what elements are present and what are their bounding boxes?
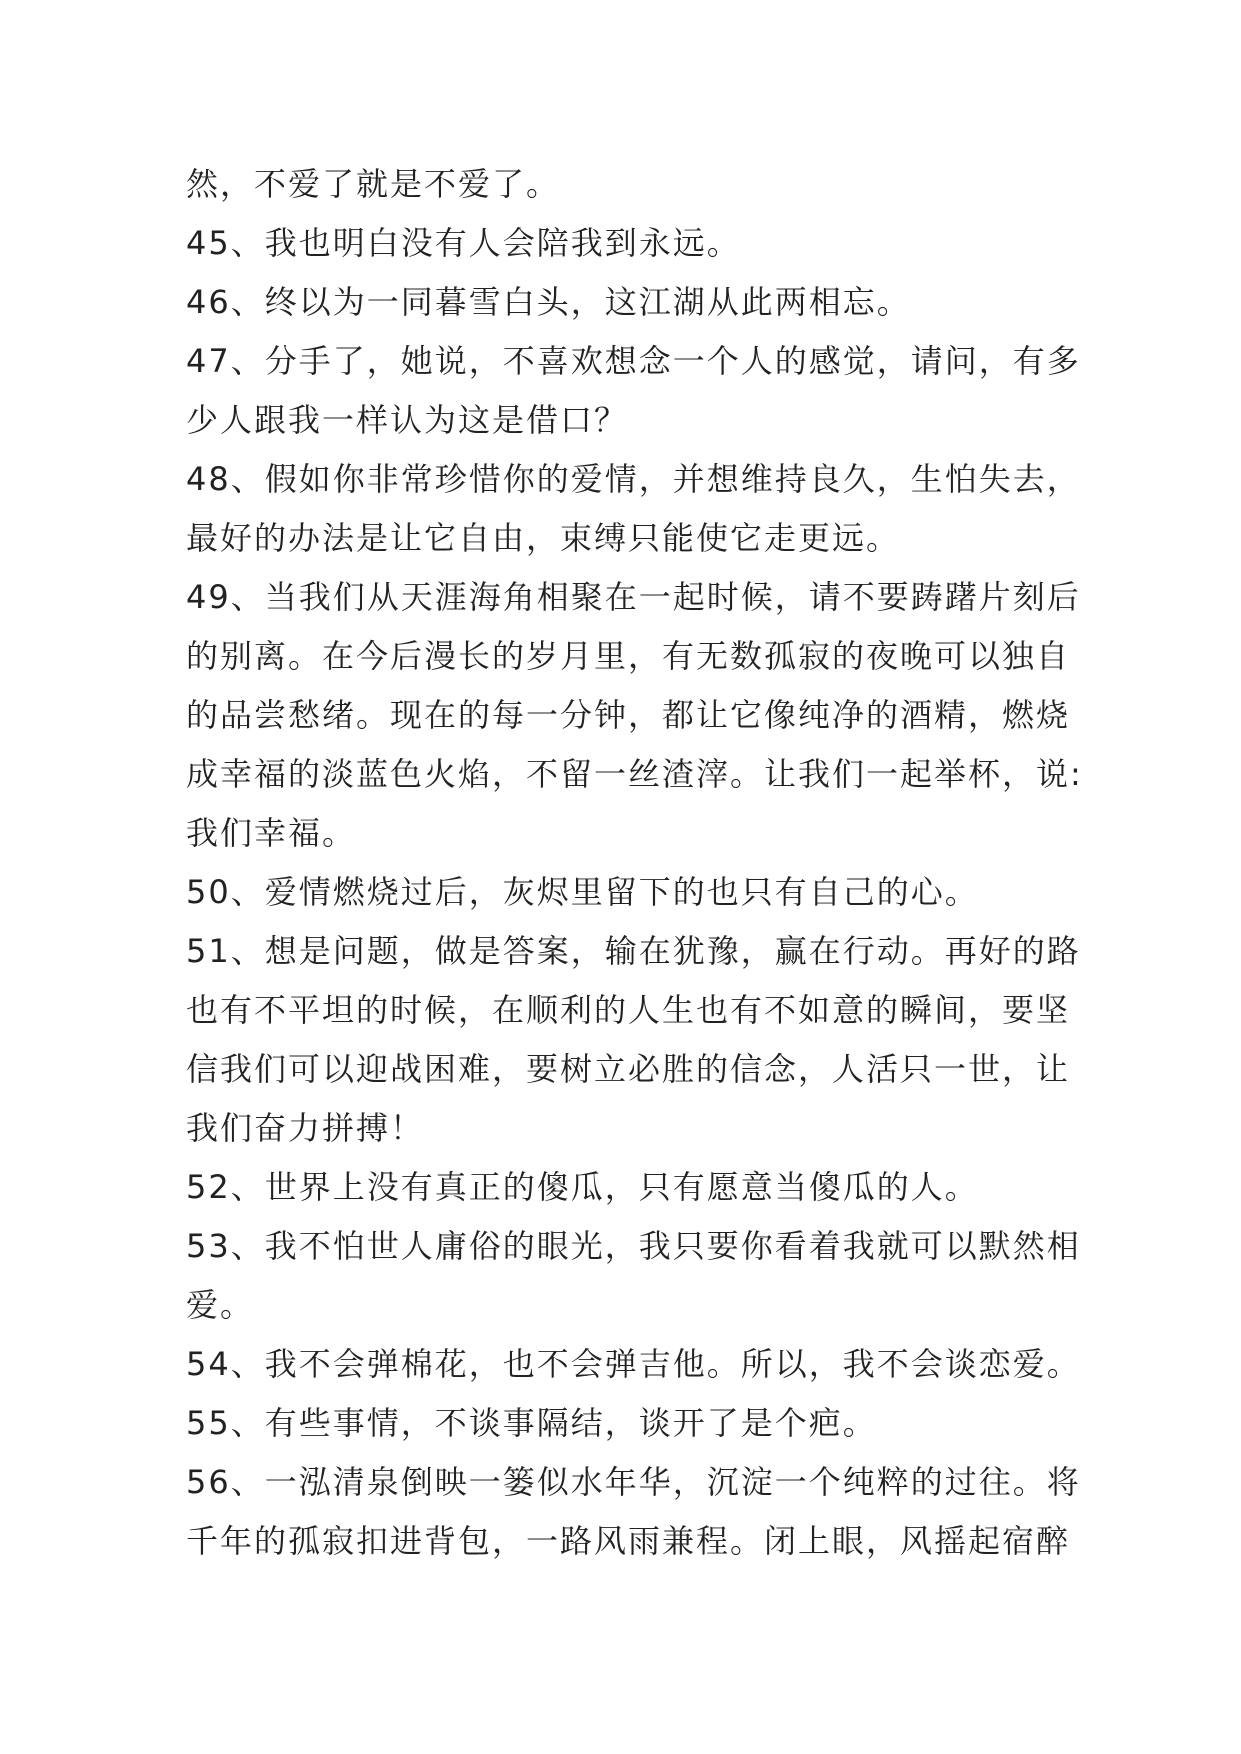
text-line: 我们幸福。	[186, 814, 357, 852]
text-line: 50、爱情燃烧过后，灰烬里留下的也只有自己的心。	[186, 873, 979, 911]
text-line: 52、世界上没有真正的傻瓜，只有愿意当傻瓜的人。	[186, 1168, 979, 1206]
document-body	[186, 155, 1083, 1571]
text-line: 55、有些事情，不谈事隔结，谈开了是个疤。	[186, 1404, 877, 1442]
text-line: 信我们可以迎战困难，要树立必胜的信念，人活只一世，让	[186, 1050, 1071, 1088]
text-line: 少人跟我一样认为这是借口？	[186, 401, 629, 439]
text-line: 54、我不会弹棉花，也不会弹吉他。所以，我不会谈恋爱。	[186, 1345, 1081, 1383]
text-line: 的别离。在今后漫长的岁月里，有无数孤寂的夜晚可以独自	[186, 637, 1071, 675]
text-line: 51、想是问题，做是答案，输在犹豫，赢在行动。再好的路	[186, 932, 1081, 970]
text-line: 46、终以为一同暮雪白头，这江湖从此两相忘。	[186, 283, 911, 321]
text-line: 56、一泓清泉倒映一篓似水年华，沉淀一个纯粹的过往。将	[186, 1463, 1081, 1501]
text-line: 49、当我们从天涯海角相聚在一起时候，请不要踌躇片刻后	[186, 578, 1081, 616]
text-line: 48、假如你非常珍惜你的爱情，并想维持良久，生怕失去，	[186, 460, 1081, 498]
text-line: 53、我不怕世人庸俗的眼光，我只要你看着我就可以默然相	[186, 1227, 1081, 1265]
text-line: 最好的办法是让它自由，束缚只能使它走更远。	[186, 519, 901, 557]
text-line: 也有不平坦的时候，在顺利的人生也有不如意的瞬间，要坚	[186, 991, 1071, 1029]
text-line: 千年的孤寂扣进背包，一路风雨兼程。闭上眼，风摇起宿醉	[186, 1522, 1071, 1560]
text-line: 爱。	[186, 1286, 255, 1324]
text-line: 47、分手了，她说，不喜欢想念一个人的感觉，请问，有多	[186, 342, 1081, 380]
text-line: 的品尝愁绪。现在的每一分钟，都让它像纯净的酒精，燃烧	[186, 696, 1071, 734]
text-line: 45、我也明白没有人会陪我到永远。	[186, 224, 741, 262]
text-line: 然，不爱了就是不爱了。	[186, 165, 561, 203]
text-line: 我们奋力拼搏！	[186, 1109, 425, 1147]
text-line: 成幸福的淡蓝色火焰，不留一丝渣滓。让我们一起举杯，说:	[186, 755, 1083, 793]
